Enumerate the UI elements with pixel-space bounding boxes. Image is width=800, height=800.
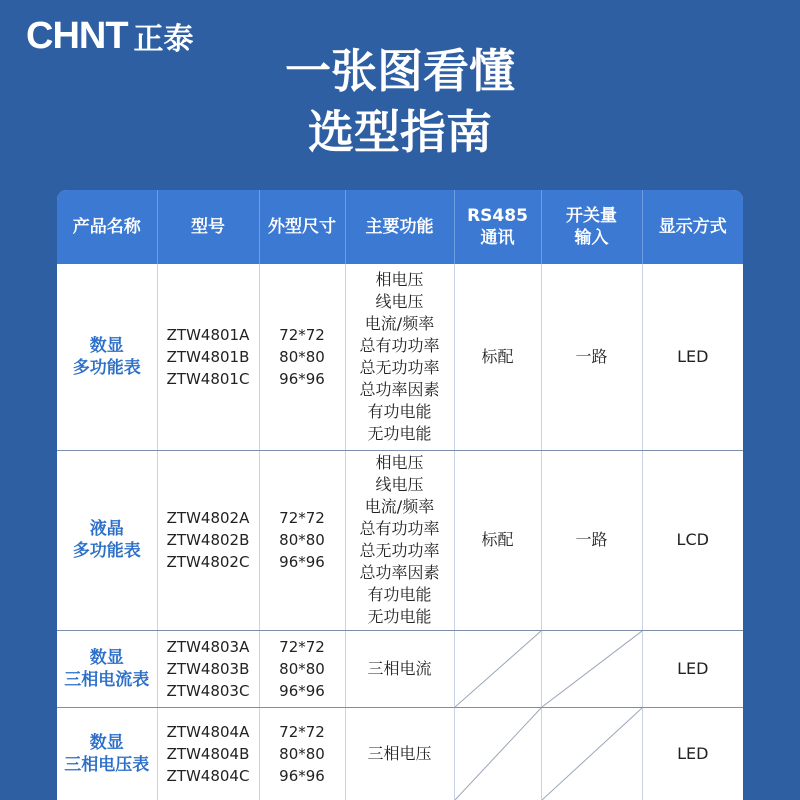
function-item: 电流/频率 [364, 497, 435, 516]
function-item: 线电压 [375, 475, 424, 494]
diagonal-slash [542, 708, 642, 800]
size-value: 96*96 [279, 766, 325, 785]
column-header [157, 190, 259, 264]
brand-chinese: 正泰 [133, 22, 194, 57]
product-name: 三相电流表 [64, 669, 150, 690]
model-number: ZTW4801C [166, 369, 250, 388]
size-cell [259, 707, 345, 800]
column-header [259, 190, 345, 264]
model-number: ZTW4802A [166, 509, 250, 527]
column-header [454, 190, 541, 264]
product-name: 三相电压表 [64, 754, 150, 775]
model-number: ZTW4804C [166, 766, 250, 785]
function-cell [345, 264, 454, 450]
model-number: ZTW4802C [166, 553, 250, 571]
product-name-cell [57, 450, 157, 630]
function-item: 总无功功率 [359, 541, 440, 560]
model-number: ZTW4802B [166, 531, 250, 549]
table-row [57, 264, 743, 450]
column-header [541, 190, 642, 264]
size-value: 72*72 [279, 637, 325, 656]
size-value: 72*72 [279, 509, 325, 527]
column-header-text: 开关量 [566, 206, 617, 226]
function-item: 三相电流 [367, 658, 432, 678]
column-header-text: 主要功能 [365, 217, 434, 237]
empty-cell [541, 630, 642, 707]
model-cell [157, 264, 259, 450]
rs485-cell: 标配 [454, 450, 541, 630]
function-item: 总有功功率 [359, 335, 440, 355]
display-cell: LED [642, 707, 743, 800]
function-item: 相电压 [375, 453, 424, 472]
table-row [57, 450, 743, 630]
column-header-text: 显示方式 [658, 217, 727, 237]
function-item: 电流/频率 [364, 313, 435, 333]
column-header-text: RS485 [467, 206, 528, 226]
model-number: ZTW4804A [166, 722, 250, 741]
diagonal-slash [542, 631, 642, 707]
selection-table [57, 190, 743, 800]
column-header-text: 产品名称 [72, 217, 141, 237]
function-item: 线电压 [375, 291, 424, 311]
function-item: 总无功功率 [359, 357, 440, 377]
model-number: ZTW4803A [166, 637, 250, 656]
column-header [642, 190, 743, 264]
size-value: 72*72 [279, 722, 325, 741]
size-value: 72*72 [279, 325, 325, 344]
empty-cell [541, 707, 642, 800]
function-cell [345, 450, 454, 630]
function-item: 有功电能 [367, 585, 432, 604]
table-header-row [57, 190, 743, 264]
function-cell [345, 630, 454, 707]
column-header-text: 通讯 [480, 228, 515, 248]
product-name: 液晶 [89, 519, 124, 539]
size-value: 96*96 [279, 681, 325, 700]
rs485-cell: 标配 [454, 264, 541, 450]
size-cell [259, 450, 345, 630]
size-value: 80*80 [279, 347, 325, 366]
display-cell: LED [642, 264, 743, 450]
function-item: 无功电能 [367, 423, 432, 443]
function-item: 总功率因素 [359, 379, 440, 399]
product-name-cell [57, 707, 157, 800]
size-value: 80*80 [279, 531, 325, 549]
empty-cell [454, 707, 541, 800]
column-header-text: 输入 [574, 228, 609, 248]
switch-input-cell: 一路 [541, 264, 642, 450]
empty-cell [454, 630, 541, 707]
headline-line-1: 一张图看懂 [285, 44, 515, 98]
product-name: 多功能表 [72, 357, 141, 378]
display-cell: LED [642, 630, 743, 707]
size-cell [259, 264, 345, 450]
product-name-cell [57, 264, 157, 450]
diagonal-slash [455, 708, 541, 800]
function-item: 总功率因素 [359, 563, 440, 582]
headline-line-2: 选型指南 [308, 105, 492, 159]
brand-latin: CHNT [26, 14, 128, 57]
model-cell [157, 707, 259, 800]
size-value: 96*96 [279, 553, 325, 571]
function-item: 有功电能 [367, 401, 432, 421]
function-item: 三相电压 [367, 743, 432, 763]
model-number: ZTW4803C [166, 681, 250, 700]
size-cell [259, 630, 345, 707]
model-number: ZTW4801A [166, 325, 250, 344]
model-number: ZTW4803B [166, 659, 250, 678]
diagonal-slash [455, 631, 541, 707]
model-cell [157, 450, 259, 630]
selection-table-container [57, 190, 743, 800]
column-header-text: 外型尺寸 [268, 217, 336, 237]
model-cell [157, 630, 259, 707]
model-number: ZTW4801B [166, 347, 250, 366]
function-cell [345, 707, 454, 800]
size-value: 80*80 [279, 659, 325, 678]
function-item: 总有功功率 [359, 519, 440, 538]
column-header [57, 190, 157, 264]
size-value: 96*96 [279, 369, 325, 388]
product-name: 多功能表 [72, 541, 141, 561]
product-name: 数显 [89, 647, 124, 668]
column-header [345, 190, 454, 264]
table-row [57, 630, 743, 707]
model-number: ZTW4804B [166, 744, 250, 763]
headline [0, 40, 800, 162]
product-name-cell [57, 630, 157, 707]
display-cell: LCD [642, 450, 743, 630]
function-item: 无功电能 [367, 607, 432, 626]
size-value: 80*80 [279, 744, 325, 763]
product-name: 数显 [89, 335, 124, 356]
product-name: 数显 [89, 732, 124, 753]
function-item: 相电压 [375, 269, 424, 289]
column-header-text: 型号 [191, 217, 225, 237]
switch-input-cell: 一路 [541, 450, 642, 630]
table-row [57, 707, 743, 800]
